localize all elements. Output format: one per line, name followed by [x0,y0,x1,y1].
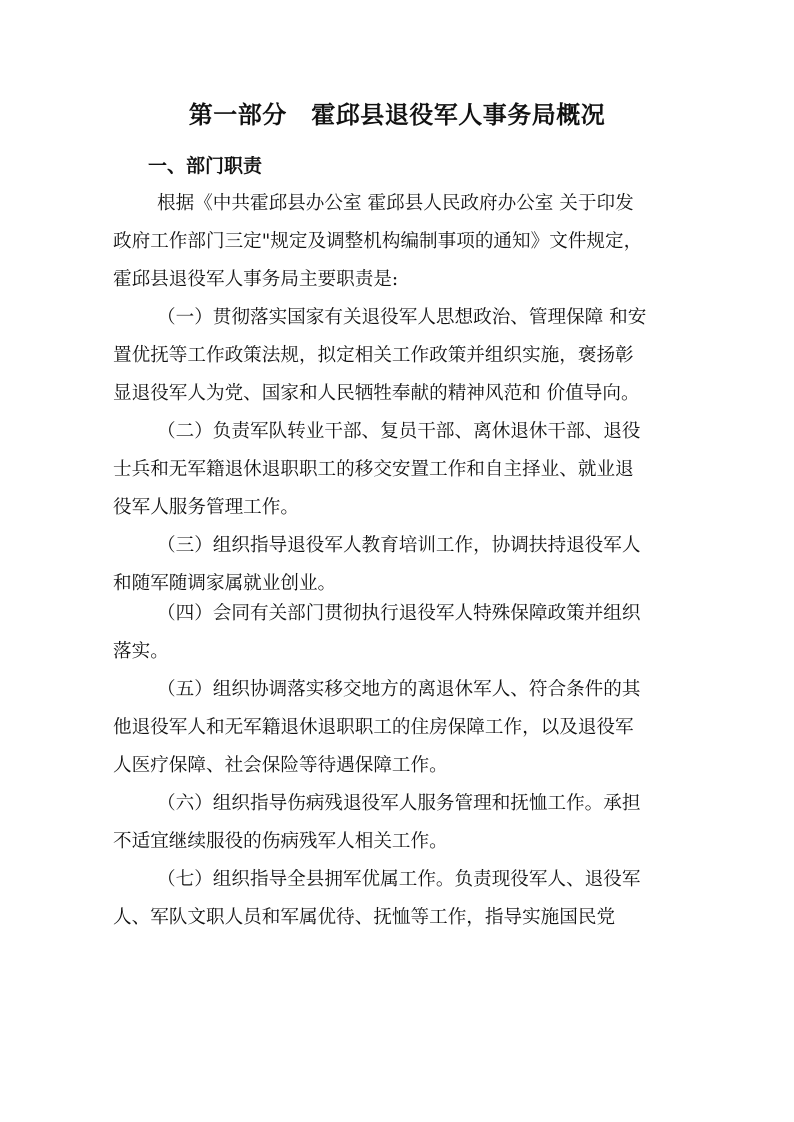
paragraph-line: 不适宜继续服役的伤病残军人相关工作。 [113,831,448,852]
page-title: 第一部分 霍邱县退役军人事务局概况 [188,101,606,129]
section-heading: 一、部门职责 [148,155,263,177]
paragraph-line: 人医疗保障、社会保险等待遇保障工作。 [113,755,448,776]
paragraph-line: （七）组织指导全县拥军优属工作。负责现役军人、退役军 [157,869,641,890]
paragraph-line: 根据《中共霍邱县办公室 霍邱县人民政府办公室 关于印发 [157,193,634,214]
paragraph-line: 政府工作部门三定"规定及调整机构编制事项的通知》文件规定， [113,231,643,252]
paragraph-line: （二）负责军队转业干部、复员干部、离休退休干部、退役 [157,421,641,442]
paragraph-line: 他退役军人和无军籍退休退职职工的住房保障工作，以及退役军 [113,717,634,738]
paragraph-line: 置优抚等工作政策法规，拟定相关工作政策并组织实施，褒扬彰 [113,345,634,366]
paragraph-line: （三）组织指导退役军人教育培训工作，协调扶持退役军人 [157,535,641,556]
paragraph-line: （一）贯彻落实国家有关退役军人思想政治、管理保障 和安 [157,307,647,328]
paragraph-line: 士兵和无军籍退休退职职工的移交安置工作和自主择业、就业退 [113,459,634,480]
paragraph-line: 和随军随调家属就业创业。 [113,573,337,594]
paragraph-line: 人、军队文职人员和军属优待、抚恤等工作，指导实施国民党 [113,907,616,928]
paragraph-line: 霍邱县退役军人事务局主要职责是: [113,269,399,290]
paragraph-line: 显退役军人为党、国家和人民牺牲奉献的精神风范和 价值导向。 [113,383,640,404]
paragraph-line: 落实。 [113,641,169,662]
paragraph-line: （四）会同有关部门贯彻执行退役军人特殊保障政策并组织 [157,603,641,624]
paragraph-line: （六）组织指导伤病残退役军人服务管理和抚恤工作。承担 [157,793,641,814]
paragraph-line: （五）组织协调落实移交地方的离退休军人、符合条件的其 [157,679,641,700]
paragraph-line: 役军人服务管理工作。 [113,497,299,518]
